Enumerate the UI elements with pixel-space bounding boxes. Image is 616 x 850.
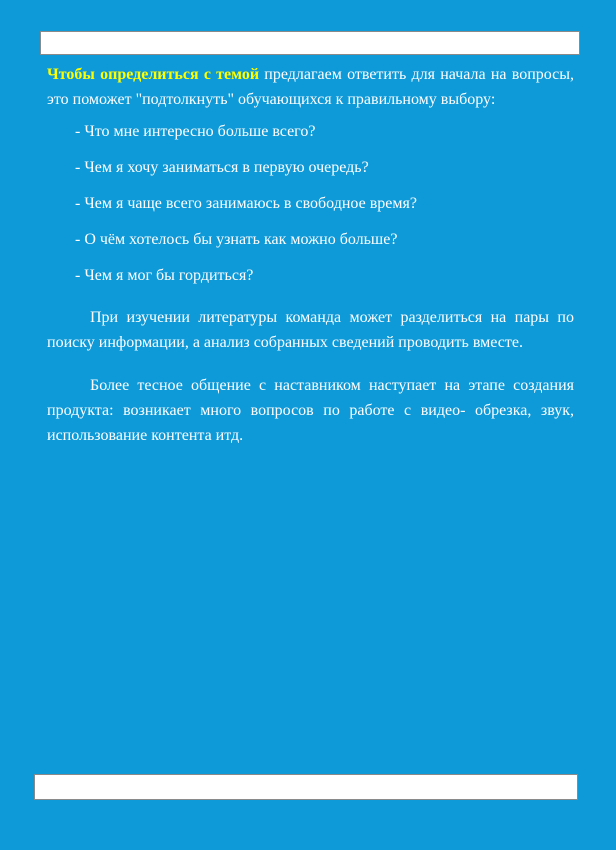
intro-highlight: Чтобы определиться с темой [47, 66, 260, 83]
intro-text: предлагаем ответить для начала на вопросы, это поможет "подтолкнуть" обучающихся к правильному выбору: [47, 66, 574, 108]
header-blank-box [40, 31, 580, 55]
footer-blank-box [34, 774, 578, 800]
page-content [47, 62, 574, 448]
question-item: - Чем я чаще всего занимаюсь в свободное время? [75, 195, 417, 212]
literature-paragraph: При изучении литературы команда может разделиться на пары по поиску информации, а анализ собранных сведений проводить вместе. [47, 309, 574, 351]
question-item: - Чем я мог бы гордиться? [75, 267, 254, 284]
mentor-paragraph: Более тесное общение с наставником наступает на этапе создания продукта: возникает много вопросов по работе с видео- обрезка, звук, использование контента итд. [47, 377, 574, 444]
question-list [47, 119, 574, 299]
question-item: - О чём хотелось бы узнать как можно больше? [75, 231, 398, 248]
intro-paragraph [47, 62, 574, 112]
question-item: - Что мне интересно больше всего? [75, 123, 316, 140]
question-item: - Чем я хочу заниматься в первую очередь? [75, 159, 369, 176]
